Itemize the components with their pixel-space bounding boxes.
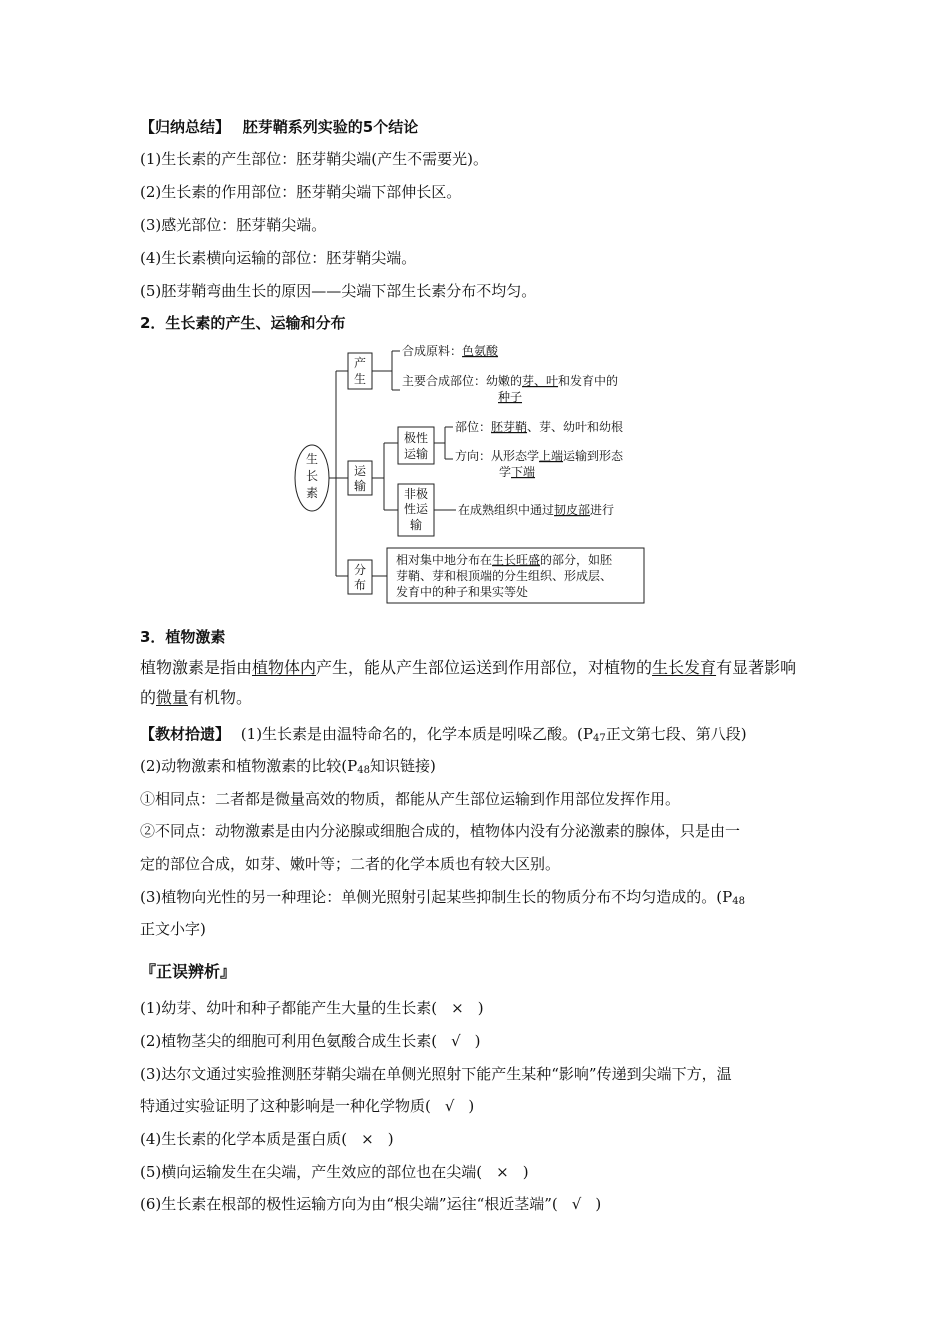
summary-item-2: (2)生长素的作用部位：胚芽鞘尖端下部伸长区。 xyxy=(140,183,462,201)
distribution-char-2: 布 xyxy=(353,578,367,592)
produce-material: 合成原料：色氨酸 xyxy=(402,344,499,358)
summary-heading xyxy=(140,117,418,137)
section2-title: 2．生长素的产生、运输和分布 xyxy=(140,314,346,332)
produce-char-1: 产 xyxy=(353,356,367,370)
distribution-char-1: 分 xyxy=(353,563,367,577)
root-char-2: 长 xyxy=(305,469,319,483)
textbook-item-2: (2)动物激素和植物激素的比较($P_{48}$知识链接) xyxy=(140,757,436,776)
textbook-item-1: 【教材拾遗】 (1)生长素是由温特命名的，化学本质是吲哚乙酸。($P_{47}$正文第七段、第八段) xyxy=(140,725,747,744)
auxin-concept-diagram xyxy=(290,335,650,607)
judge-item-6: (6)生长素在根部的极性运输方向为由“根尖端”运往“根近茎端”( √ ) xyxy=(140,1195,602,1213)
section3-title: 3．植物激素 xyxy=(140,628,226,646)
judge-item-5: (5)横向运输发生在尖端，产生效应的部位也在尖端( × ) xyxy=(140,1163,529,1181)
textbook-item-5a: (3)植物向光性的另一种理论：单侧光照射引起某些抑制生长的物质分布不均匀造成的。($P_{48}$ xyxy=(140,888,745,907)
judge-mark-2: √ xyxy=(451,1032,461,1050)
nonpolar-label-line2: 性运 xyxy=(403,502,429,516)
polar-direction-line2: 学下端 xyxy=(499,465,536,479)
root-char-3: 素 xyxy=(305,486,319,500)
judge-mark-6: √ xyxy=(571,1195,582,1213)
nonpolar-label-line1: 非极 xyxy=(403,487,429,501)
judge-mark-4: × xyxy=(361,1130,374,1148)
judge-title: 『正误辨析』 xyxy=(140,962,237,981)
summary-item-5: (5)胚芽鞘弯曲生长的原因——尖端下部生长素分布不均匀。 xyxy=(140,282,537,300)
judge-mark-3: √ xyxy=(444,1097,455,1115)
polar-part: 部位：胚芽鞘、芽、幼叶和幼根 xyxy=(455,420,624,434)
judge-item-3b: 特通过实验证明了这种影响是一种化学物质( √ ) xyxy=(140,1097,475,1115)
root-char-1: 生 xyxy=(305,452,319,466)
textbook-item-5b: 正文小字) xyxy=(140,920,206,938)
nonpolar-text: 在成熟组织中通过韧皮部进行 xyxy=(458,503,615,517)
summary-tag: 【归纳总结】 xyxy=(140,118,231,136)
summary-item-4: (4)生长素横向运输的部位：胚芽鞘尖端。 xyxy=(140,249,417,267)
transport-char-2: 输 xyxy=(353,479,367,493)
textbook-item-4b: 定的部位合成，如芽、嫩叶等；二者的化学本质也有较大区别。 xyxy=(140,855,561,873)
judge-item-2: (2)植物茎尖的细胞可利用色氨酸合成生长素( √ ) xyxy=(140,1032,481,1050)
nonpolar-label-line3: 输 xyxy=(409,518,423,532)
transport-char-1: 运 xyxy=(353,464,367,478)
produce-char-2: 生 xyxy=(353,372,367,386)
textbook-item-4a: ②不同点：动物激素是由内分泌腺或细胞合成的，植物体内没有分泌激素的腺体，只是由一 xyxy=(140,822,741,840)
textbook-tag: 【教材拾遗】 xyxy=(140,725,231,743)
summary-item-1: (1)生长素的产生部位：胚芽鞘尖端(产生不需要光)。 xyxy=(140,150,488,168)
distribution-line2: 芽鞘、芽和根顶端的分生组织、形成层、 xyxy=(396,569,613,583)
produce-site-line2: 种子 xyxy=(498,390,523,404)
judge-mark-1: × xyxy=(451,999,464,1017)
section3-paragraph: 植物激素是指由植物体内产生，能从产生部位运送到作用部位，对植物的生长发育有显著影响的微量有机物。 xyxy=(140,658,797,707)
textbook-item-3: ①相同点：二者都是微量高效的物质，都能从产生部位运输到作用部位发挥作用。 xyxy=(140,790,681,808)
polar-direction-line1: 方向：从形态学上端运输到形态 xyxy=(455,449,624,463)
judge-item-3a: (3)达尔文通过实验推测胚芽鞘尖端在单侧光照射下能产生某种“影响”传递到尖端下方，温 xyxy=(140,1065,732,1083)
distribution-line1: 相对集中地分布在生长旺盛的部分，如胚 xyxy=(396,553,613,567)
summary-item-3: (3)感光部位：胚芽鞘尖端。 xyxy=(140,216,327,234)
summary-title: 胚芽鞘系列实验的5个结论 xyxy=(242,118,419,136)
produce-site-line1: 主要合成部位：幼嫩的芽、叶和发育中的 xyxy=(402,374,619,388)
polar-label-line2: 运输 xyxy=(403,447,429,461)
judge-item-1: (1)幼芽、幼叶和种子都能产生大量的生长素( × ) xyxy=(140,999,484,1017)
distribution-line3: 发育中的种子和果实等处 xyxy=(396,585,529,599)
judge-mark-5: × xyxy=(496,1163,509,1181)
judge-item-4: (4)生长素的化学本质是蛋白质( × ) xyxy=(140,1130,394,1148)
polar-label-line1: 极性 xyxy=(403,431,429,445)
